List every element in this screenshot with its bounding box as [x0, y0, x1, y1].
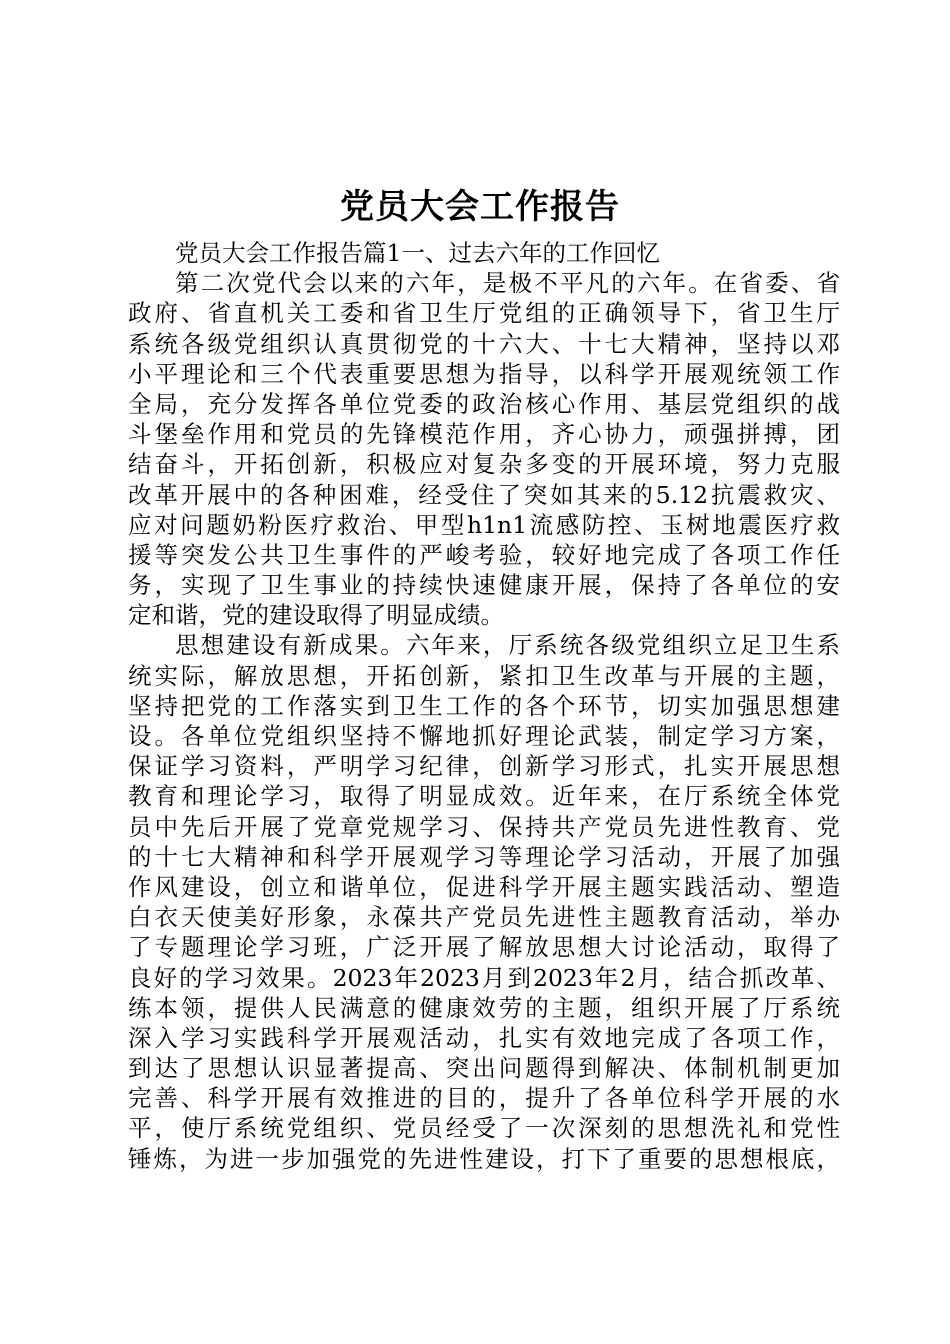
text-line: 全局，充分发挥各单位党委的政治核心作用、基层党组织的战	[128, 389, 840, 418]
text-line: 作风建设，创立和谐单位，促进科学开展主题实践活动、塑造	[128, 872, 840, 901]
text-line: 保证学习资料，严明学习纪律，创新学习形式，扎实开展思想	[128, 752, 840, 781]
text-line: 设。各单位党组织坚持不懈地抓好理论武装，制定学习方案，	[128, 722, 840, 750]
text-line: 系统各级党组织认真贯彻党的十六大、十七大精神，坚持以邓	[128, 329, 840, 358]
text-line: 教育和理论学习，取得了明显成效。近年来，在厅系统全体党	[128, 782, 840, 811]
text-line: 政府、省直机关工委和省卫生厅党组的正确领导下，省卫生厅	[128, 299, 840, 328]
text-line: 应对问题奶粉医疗救治、甲型h1n1流感防控、玉树地震医疗救	[128, 510, 840, 539]
text-line: 坚持把党的工作落实到卫生工作的各个环节，切实加强思想建	[128, 691, 840, 720]
document-body	[128, 238, 840, 1174]
text-line: 党员大会工作报告篇1一、过去六年的工作回忆	[175, 239, 660, 267]
text-line: 白衣天使美好形象，永葆共产党员先进性主题教育活动，举办	[128, 903, 840, 932]
text-line: 统实际，解放思想，开拓创新，紧扣卫生改革与开展的主题，	[128, 661, 840, 690]
text-line: 平，使厅系统党组织、党员经受了一次深刻的思想洗礼和党性	[128, 1114, 840, 1143]
document-title: 党员大会工作报告	[340, 187, 620, 227]
text-line: 援等突发公共卫生事件的严峻考验，较好地完成了各项工作任	[128, 540, 840, 569]
text-line: 思想建设有新成果。六年来，厅系统各级党组织立足卫生系	[175, 631, 840, 660]
text-line: 定和谐，党的建设取得了明显成绩。	[128, 601, 504, 630]
text-line: 深入学习实践科学开展观活动，扎实有效地完成了各项工作，	[128, 1023, 840, 1052]
text-line: 到达了思想认识显著提高、突出问题得到解决、体制机制更加	[128, 1054, 840, 1083]
text-line: 务，实现了卫生事业的持续快速健康开展，保持了各单位的安	[128, 571, 840, 600]
text-line: 改革开展中的各种困难，经受住了突如其来的5.12抗震救灾、	[128, 480, 840, 509]
text-line: 斗堡垒作用和党员的先锋模范作用，齐心协力，顽强拼搏，团	[128, 420, 840, 449]
text-line: 第二次党代会以来的六年，是极不平凡的六年。在省委、省	[175, 269, 840, 298]
text-line: 锤炼，为进一步加强党的先进性建设，打下了重要的思想根底，	[128, 1144, 840, 1173]
text-line: 良好的学习效果。2023年2023月到2023年2月，结合抓改革、	[128, 963, 840, 992]
text-line: 结奋斗，开拓创新，积极应对复杂多变的开展环境，努力克服	[128, 450, 840, 479]
text-line: 完善、科学开展有效推进的目的，提升了各单位科学开展的水	[128, 1084, 840, 1113]
text-line: 员中先后开展了党章党规学习、保持共产党员先进性教育、党	[128, 812, 840, 841]
text-line: 小平理论和三个代表重要思想为指导，以科学开展观统领工作	[128, 359, 840, 388]
text-line: 练本领，提供人民满意的健康效劳的主题，组织开展了厅系统	[128, 993, 840, 1022]
text-line: 的十七大精神和科学开展观学习等理论学习活动，开展了加强	[128, 842, 840, 871]
text-line: 了专题理论学习班，广泛开展了解放思想大讨论活动，取得了	[128, 933, 840, 962]
